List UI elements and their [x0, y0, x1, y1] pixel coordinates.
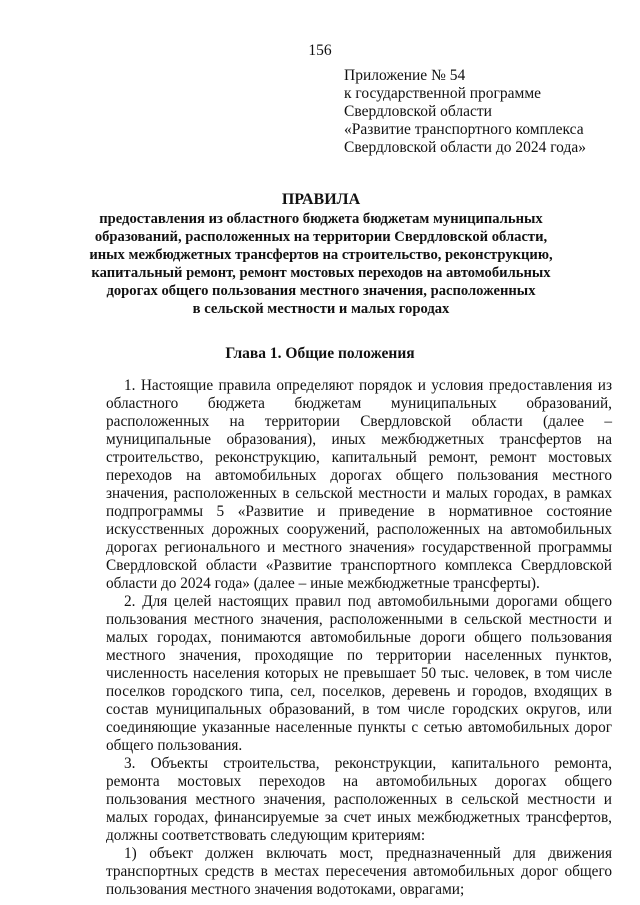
page-number: 156 — [308, 42, 332, 59]
document-heading — [86, 190, 556, 318]
document-subtitle-line: капитальный ремонт, ремонт мостовых переходов на автомобильных — [91, 265, 551, 281]
paragraph-3-item-1: 1) объект должен включать мост, предназначенный для движения транспортных средств в местах пересечения автомобильных дорог общего пользования местного значения водотоками, оврагами; — [106, 845, 612, 898]
document-subtitle-line: дорогах общего пользования местного значения, расположенных — [106, 283, 536, 299]
appendix-line: Свердловской области до 2024 года» — [344, 139, 586, 156]
appendix-line: к государственной программе — [344, 85, 542, 102]
appendix-block — [344, 67, 624, 157]
document-subtitle-line: иных межбюджетных трансфертов на строительство, реконструкцию, — [89, 247, 553, 263]
document-subtitle-line: в сельской местности и малых городах — [192, 301, 450, 317]
document-subtitle-line: образований, расположенных на территории Свердловской области, — [94, 229, 548, 245]
appendix-line: «Развитие транспортного комплекса — [344, 121, 584, 138]
paragraph-1: 1. Настоящие правила определяют порядок и условия предоставления из областного бюджета бюджетам муниципальных образований, расположенных на территории Свердловской области (далее – муниципальные образования), иных межбюджетных трансфертов на строительство, реконструкцию, капитальный ремонт, ремонт мостовых переходов на автомобильных дорогах общего пользования местного значения, расположенных в сельской местности и малых городах, в рамках подпрограммы 5 «Развитие и приведение в нормативное состояние искусственных дорожных сооружений, расположенных на автомобильных дорогах регионального и местного значения» государственной программы Свердловской области «Развитие транспортного комплекса Свердловской области до 2024 года» (далее – иные межбюджетные трансферты). — [106, 377, 612, 592]
appendix-line: Приложение № 54 — [344, 67, 466, 84]
document-title: ПРАВИЛА — [281, 191, 361, 208]
appendix-line: Свердловской области — [344, 103, 492, 120]
chapter-title: Глава 1. Общие положения — [225, 345, 415, 362]
document-subtitle-line: предоставления из областного бюджета бюджетам муниципальных — [99, 211, 543, 227]
paragraph-3: 3. Объекты строительства, реконструкции, капитального ремонта, ремонта мостовых переходов на автомобильных дорогах общего пользования местного значения, расположенных в сельской местности и малых городах, финансируемые за счет иных межбюджетных трансфертов, должны соответствовать следующим критериям: — [106, 755, 612, 844]
body-text — [106, 377, 612, 899]
paragraph-2: 2. Для целей настоящих правил под автомобильными дорогами общего пользования местного значения, расположенными в сельской местности и малых городах, понимаются автомобильные дороги общего пользования местного значения, проходящие по территории населенных пунктов, численность населения которых не превышает 50 тыс. человек, в том числе поселков городского типа, сел, поселков, деревень и городов, входящих в состав муниципальных образований, в том числе городских округов, или соединяющие указанные населенные пункты с сетью автомобильных дорог общего пользования. — [106, 593, 612, 754]
